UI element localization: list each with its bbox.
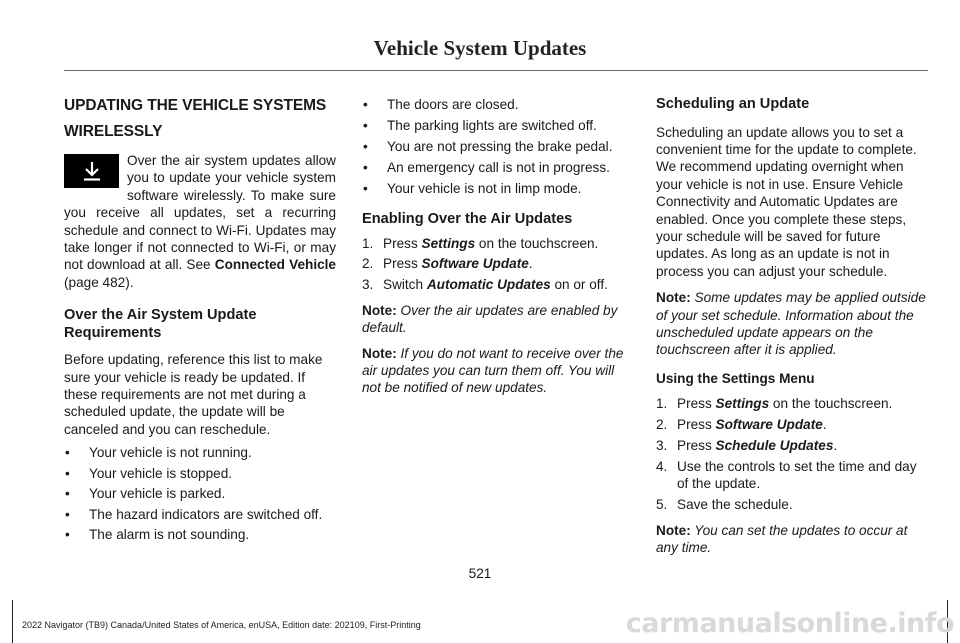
section-heading-line-2: WIRELESSLY	[64, 123, 163, 140]
list-item: • You are not pressing the brake pedal.	[363, 138, 613, 154]
step-item: 1. Press Settings on the touchscreen.	[362, 235, 599, 251]
intro-paragraph: Over the air system updates allow you to update your vehicle system software wirelessly. To make sure you receive all updates, set a recurring schedule and connect to Wi-Fi. Updates may take longer if not connected to Wi-Fi, or may not download at all. See Connected Vehicle (page 482).	[64, 153, 336, 290]
enable-updates-heading: Enabling Over the Air Updates	[362, 211, 573, 228]
list-item: • The alarm is not sounding.	[65, 526, 250, 542]
list-item: • Your vehicle is not running.	[65, 445, 252, 461]
list-item: • The doors are closed.	[363, 97, 519, 112]
requirements-list-1	[64, 444, 336, 543]
header-divider	[64, 70, 928, 71]
watermark: carmanualsonline.info	[625, 608, 954, 639]
page-header-title: Vehicle System Updates	[373, 36, 587, 60]
note-unscheduled: Note: Some updates may be applied outside of your set schedule. Information about the unscheduled update appears on the touchscreen after it is applied.	[656, 290, 926, 358]
step-item: 2. Press Software Update.	[656, 417, 827, 433]
download-icon	[64, 154, 119, 188]
column-3	[656, 96, 928, 556]
note-turn-off: Note: If you do not want to receive over the air updates you can turn them off. You will not be notified of new updates.	[362, 345, 624, 396]
step-item: 4. Use the controls to set the time and day of the update.	[656, 458, 917, 492]
step-item: 3. Switch Automatic Updates on or off.	[362, 277, 608, 293]
crop-mark-left	[12, 600, 13, 643]
column-2	[362, 96, 634, 397]
step-item: 2. Press Software Update.	[362, 256, 533, 272]
step-item: 5. Save the schedule.	[656, 497, 793, 513]
note-enabled-default: Note: Over the air updates are enabled by default.	[362, 302, 618, 336]
list-item: • Your vehicle is not in limp mode.	[363, 180, 582, 196]
column-1	[64, 96, 336, 543]
list-item: • Your vehicle is parked.	[65, 486, 226, 502]
settings-menu-heading: Using the Settings Menu	[656, 370, 815, 386]
list-item: • The hazard indicators are switched off.	[65, 506, 323, 522]
enable-steps-list	[362, 235, 634, 294]
scheduling-heading: Scheduling an Update	[656, 96, 810, 112]
step-item: 3. Press Schedule Updates.	[656, 438, 838, 453]
section-heading-line-1: UPDATING THE VEHICLE SYSTEMS	[64, 97, 327, 114]
list-item: • The parking lights are switched off.	[363, 117, 597, 133]
schedule-steps-list	[656, 395, 928, 513]
intro-block	[64, 152, 336, 291]
requirements-paragraph: Before updating, reference this list to make sure your vehicle is ready be updated. If these requirements are not met during a scheduled update, the update will be canceled and you can reschedule.	[64, 352, 323, 437]
list-item: • An emergency call is not in progress.	[363, 159, 610, 175]
list-item: • Your vehicle is stopped.	[65, 465, 233, 481]
step-item: 1. Press Settings on the touchscreen.	[656, 396, 893, 412]
page-number: 521	[468, 566, 492, 581]
scheduling-paragraph: Scheduling an update allows you to set a convenient time for the update to complete. We recommend updating overnight when your vehicle is not in use. Ensure Vehicle Connectivity and Automatic Updates are enabled. Once you complete these steps, your schedule will be saved for future updates. As long as an update is not in process you can adjust your schedule.	[656, 124, 917, 279]
requirements-list-2	[362, 96, 634, 197]
edition-footer: 2022 Navigator (TB9) Canada/United States of America, enUSA, Edition date: 202109, First-Printing	[22, 620, 421, 630]
note-any-time: Note: You can set the updates to occur at any time.	[656, 522, 908, 556]
requirements-heading: Over the Air System Update Requirements	[64, 307, 257, 341]
connected-vehicle-link[interactable]: Connected Vehicle	[214, 257, 336, 273]
